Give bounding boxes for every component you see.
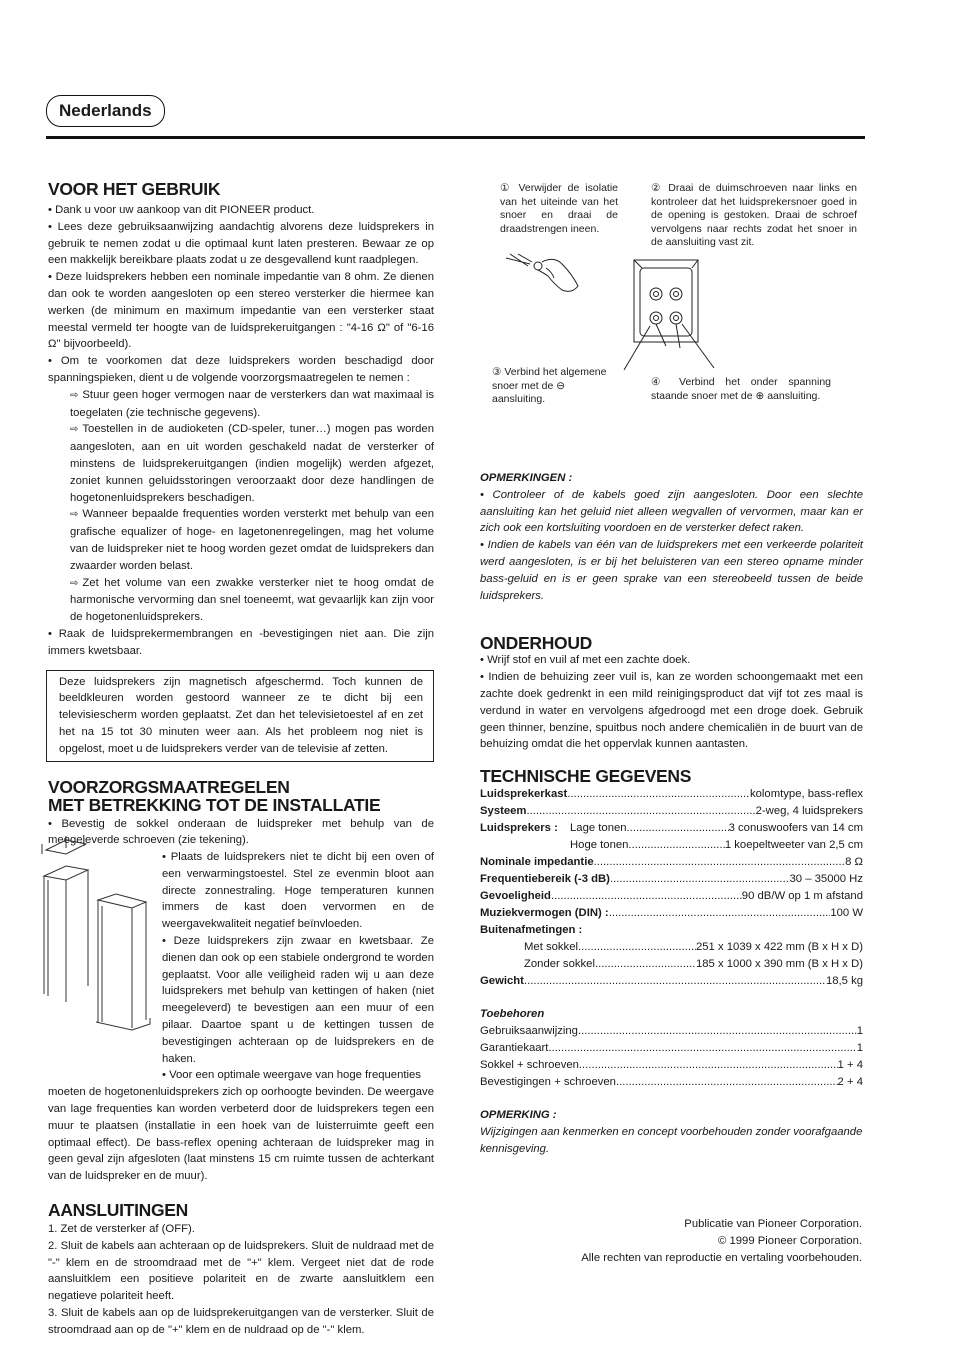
spec-row: Gevoeligheid ..... 90 dB/W op 1 m afstand bbox=[480, 888, 863, 905]
section-subtitle-voorzorg: MET BETREKKING TOT DE INSTALLATIE bbox=[48, 794, 381, 815]
paragraph: • Lees deze gebruiksaanwijzing aandachtig alvorens deze luidsprekers in gebruik te nemen zodat u die optimaal kunt laten presteren. Bewaar ze op een makkelijk bereikbare plaats zodat u ze desgevallend kunt raadplegen. bbox=[48, 220, 434, 267]
section-title-voorzorg: VOORZORGSMAATREGELEN bbox=[48, 776, 290, 797]
spec-row: Luidsprekers : Lage tonen ..... 3 conuswoofers van 14 cm bbox=[480, 820, 863, 837]
paragraph: • Dank u voor uw aankoop van dit PIONEER product. bbox=[48, 204, 315, 216]
figure-caption-2: ② Draai de duimschroeven naar links en kontroleer dat het luidsprekersnoer goed in de opening is gestoken. Draai de schroef vervolgens naar rechts zodat het snoer in de aansluiting vast zit. bbox=[651, 182, 857, 249]
remark-title: OPMERKING : bbox=[480, 1108, 557, 1121]
arrow-icon: ⇨ bbox=[70, 389, 79, 401]
section-title-onderhoud: ONDERHOUD bbox=[480, 633, 593, 654]
paragraph: • Deze luidsprekers hebben een nominale impedantie van 8 ohm. Ze dienen dan ook te worden aangesloten op een stereo versterker die hiermee kan werken (de minimum en maximum impedantie van een versterker staat meestal vermeld ter hoogte van de luidsprekeruitgangen : "4-16 Ω" of "6-16 Ω" bijvoorbeeld). bbox=[48, 271, 434, 351]
paragraph: • Plaats de luidsprekers niet te dicht bij een oven of een verwarmingstoestel. Stel ze evenmin bloot aan directe zonnestraling. Hoge temperaturen kunnen immers de kast doen vervormen en de weergavekwaliteit negatief beïnvloeden. bbox=[162, 851, 434, 931]
figure-caption-3: ③ Verbind het algemene snoer met de ⊖ aansluiting. bbox=[492, 366, 607, 406]
spec-row: Muziekvermogen (DIN) : ..... 100 W bbox=[480, 905, 863, 922]
section-title-voor-het-gebruik: VOOR HET GEBRUIK bbox=[48, 179, 221, 199]
arrow-icon: ⇨ bbox=[70, 509, 79, 521]
spec-row: Met sokkel ..... 251 x 1039 x 422 mm (B x H x D) bbox=[480, 939, 863, 956]
spec-row: Systeem ..... 2-weg, 4 luidsprekers bbox=[480, 803, 863, 820]
section-title-aansluitingen: AANSLUITINGEN bbox=[48, 1200, 188, 1221]
remark-text: Wijzigingen aan kenmerken en concept voorbehouden zonder voorafgaande kennisgeving. bbox=[480, 1125, 863, 1155]
arrow-icon: ⇨ bbox=[70, 577, 79, 589]
footer-line: Alle rechten van reproductie en vertaling voorbehouden. bbox=[581, 1252, 862, 1264]
paragraph: • Bevestig de sokkel onderaan de luidspreker met behulp van de meegeleverde schroeven (zie tekening). bbox=[48, 817, 434, 847]
section-title-technische-gegevens: TECHNISCHE GEGEVENS bbox=[480, 766, 692, 787]
list-item: 3. Sluit de kabels aan op de luidsprekeruitgangen van de versterker. Sluit de stroomdraad aan op de "+" klem en de nuldraad op de "-" klem. bbox=[48, 1307, 434, 1336]
accessory-row: Garantiekaart ..... 1 bbox=[480, 1040, 863, 1057]
spec-row: Gewicht ..... 18,5 kg bbox=[480, 973, 863, 990]
paragraph: • Indien de behuizing zeer vuil is, kan ze worden schoongemaakt met een zachte doek gedrenkt in een mild reinigingsproduct dat vijf tot zes maal is verdund in water en vervolgens afgedroogd met een droge doek. Gebruik geen thinner, benzine, spuitbus noch andere chemicaliën in de buurt van de behuizing omdat die het oppervlak kunnen aantasten. bbox=[480, 671, 863, 751]
accessory-row: Gebruiksaanwijzing ..... 1 bbox=[480, 1023, 863, 1040]
paragraph: moeten de hogetonenluidsprekers zich op oorhoogte bevinden. De weergave van lage frequenties kan worden verbeterd door de luidsprekers tegen een muur te plaatsen (installatie in een hoek van de luisterruimte geeft een optimaal effect). De bass-reflex opening achteraan de luidspreker mag in geen geval zijn afgesloten (laat minstens 15 cm ruimte tussen de achterkant van de luidspreker en de muur). bbox=[48, 1086, 434, 1183]
spec-table bbox=[480, 786, 863, 990]
footer-line: Publicatie van Pioneer Corporation. bbox=[684, 1218, 862, 1230]
note-item: • Indien de kabels van één van de luidsprekers met een verkeerde polariteit werd aangesloten, is er bij het beluisteren van een stereo opname minder bass-geluid en is er geen sprake van een stereobeeld tussen de beide luidsprekers. bbox=[480, 539, 863, 602]
arrow-icon: ⇨ bbox=[70, 424, 79, 436]
figure-caption-1: ① Verwijder de isolatie van het uiteinde van het snoer en draai de draadstrengen ineen. bbox=[500, 182, 618, 235]
spec-row: Luidsprekerkast ..... kolomtype, bass-reflex bbox=[480, 786, 863, 803]
list-item: ⇨ Zet het volume van een zwakke versterker niet te hoog omdat de harmonische vervorming dan snel toeneemt, wat gevaarlijk kan zijn voor de hogetonenluidsprekers. bbox=[70, 576, 434, 624]
list-item: ⇨ Wanneer bepaalde frequenties worden versterkt met behulp van een grafische equalizer of hoge- en lagetonenregelingen, mag het volume van de luidspreker niet te hoog worden gezet omdat de luidsprekers dan zwaarder worden belast. bbox=[70, 508, 434, 572]
publication-footer bbox=[581, 1216, 862, 1267]
list-item: ⇨ Toestellen in de audioketen (CD-speler, tuner…) mogen pas worden aangesloten, aan en uit worden geschakeld nadat de versterker of minstens de luidsprekeruitgangen (indien mogelijk) werden afgezet, zoniet kunnen geluidsstoringen veroorzaakt door deze handlingen de hogetonenluidsprekers beschadigen. bbox=[70, 423, 434, 504]
list-item: ⇨ Stuur geen hoger vermogen naar de versterkers dan wat maximaal is toegelaten (zie technische gegevens). bbox=[70, 388, 434, 419]
paragraph: • Raak de luidsprekermembrangen en -bevestigingen niet aan. Die zijn immers kwetsbaar. bbox=[48, 627, 434, 657]
speaker-terminal-illustration bbox=[600, 258, 730, 378]
paragraph: • Om te voorkomen dat deze luidsprekers worden beschadigd door spanningspieken, dient u de volgende voorzorgsmaatregelen te nemen : bbox=[48, 355, 434, 384]
paragraph: • Wrijf stof en vuil af met een zachte doek. bbox=[480, 654, 691, 667]
header-rule bbox=[46, 136, 865, 139]
accessories-table bbox=[480, 1023, 863, 1091]
list-item: 2. Sluit de kabels aan achteraan op de luidsprekers. Sluit de nuldraad met de "-" klem en de stroomdraad met de "+" klem. Vergeet niet dat de rode aansluitklem een positieve polariteit en de zwarte aansluitklem een negatieve polariteit heeft. bbox=[48, 1239, 434, 1303]
note-item: • Controleer of de kabels goed zijn aangesloten. Door een slechte aansluiting kan het geluid niet alleen wegvallen of vervormen, maar kan er zich ook een kortsluiting voordoen en de versterker defect raken. bbox=[480, 488, 863, 535]
spec-row: Nominale impedantie ..... 8 Ω bbox=[480, 854, 863, 871]
shielding-notice-box: Deze luidsprekers zijn magnetisch afgeschermd. Toch kunnen de beeldkleuren worden gestoord wanneer ze te dicht bij een televisiescherm worden geplaatst. Zet dan het televisietoestel af en zet het na 15 tot 30 minuten weer aan. Als het probleem nog niet is opgelost, moet u de luidsprekers verder van de televisie af zetten. bbox=[46, 670, 434, 762]
accessory-row: Bevestigingen + schroeven ..... 2 + 4 bbox=[480, 1074, 863, 1091]
spec-row: Zonder sokkel ..... 185 x 1000 x 390 mm (B x H x D) bbox=[480, 956, 863, 973]
figure-caption-4: ④ Verbind het onder spanning staande snoer met de ⊕ aansluiting. bbox=[651, 376, 831, 402]
paragraph: • Voor een optimale weergave van hoge frequenties bbox=[162, 1069, 421, 1082]
spec-row: Buitenafmetingen : bbox=[480, 924, 583, 937]
accessory-row: Sokkel + schroeven ..... 1 + 4 bbox=[480, 1057, 863, 1074]
spec-row: Hoge tonen ..... 1 koepeltweeter van 2,5 cm bbox=[480, 837, 863, 854]
wire-twist-illustration bbox=[502, 250, 582, 298]
accessories-title: Toebehoren bbox=[480, 1008, 545, 1021]
language-tab: Nederlands bbox=[46, 95, 165, 127]
notes-title: OPMERKINGEN : bbox=[480, 472, 573, 484]
footer-line: © 1999 Pioneer Corporation. bbox=[718, 1235, 862, 1247]
paragraph: • Deze luidsprekers zijn zwaar en kwetsbaar. Ze dienen dan ook op een stabiele ondergrond te worden geplaatst. Voor alle veiligheid raden wij u aan deze luidsprekers met behulp van kettingen of haken (niet meegeleverd) te bevestigen aan een muur of een pilaar. Daartoe spant u de kettingen tussen de bevestigingen achteraan op de luidsprekers en de haken. bbox=[162, 935, 434, 1065]
left-column bbox=[48, 180, 434, 1339]
list-item: 1. Zet de versterker af (OFF). bbox=[48, 1223, 195, 1236]
speaker-stand-illustration bbox=[36, 836, 154, 1034]
right-column bbox=[480, 470, 863, 1157]
spec-row: Frequentiebereik (-3 dB) ..... 30 – 35000 Hz bbox=[480, 871, 863, 888]
